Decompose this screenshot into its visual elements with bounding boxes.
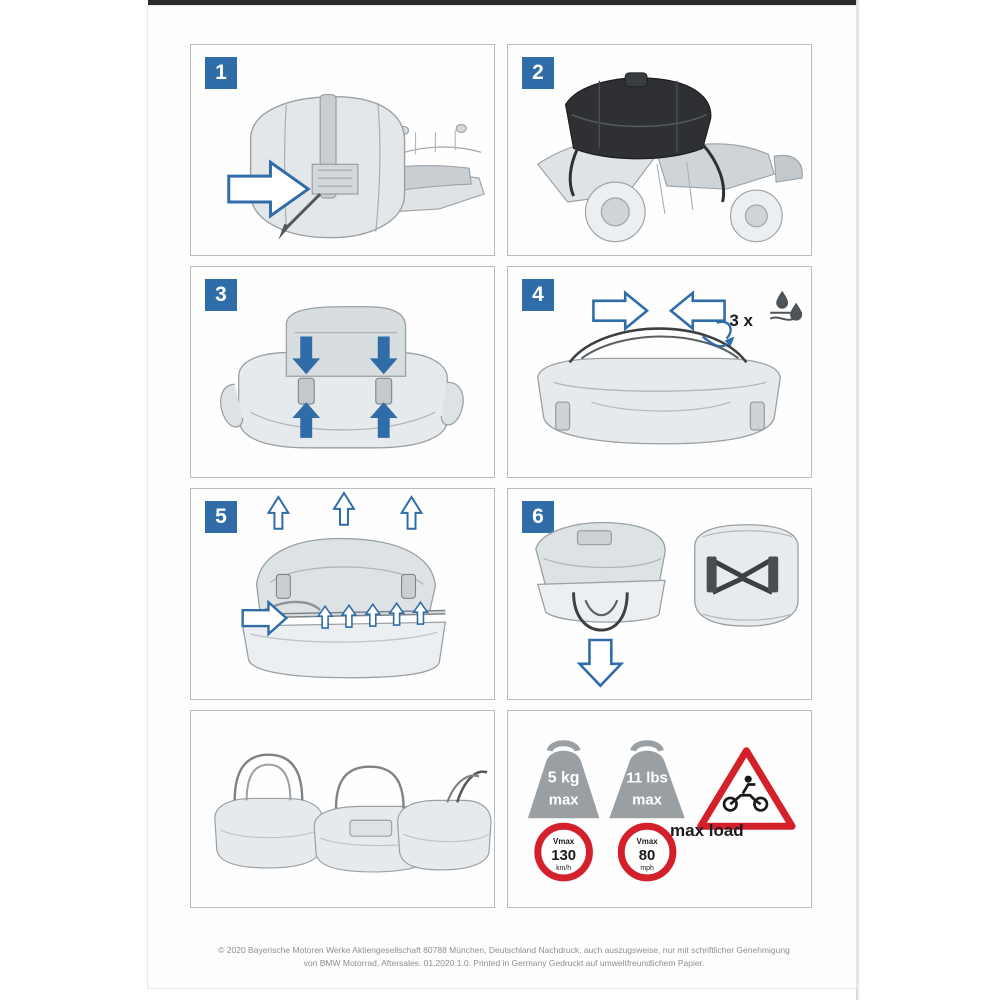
svg-text:km/h: km/h (556, 864, 572, 872)
waterproof-icon (770, 291, 802, 321)
svg-text:max: max (548, 792, 579, 809)
step-5-illustration (191, 489, 494, 700)
load-limits-illustration (508, 711, 811, 908)
svg-text:mph: mph (640, 864, 654, 872)
panel-grid (190, 44, 812, 908)
svg-text:130: 130 (551, 848, 577, 865)
instruction-sheet (148, 6, 856, 988)
step-number-badge: 1 (205, 57, 237, 89)
step-number-badge: 2 (522, 57, 554, 89)
footer-line-1: © 2020 Bayerische Motoren Werke Aktiengesellschaft 80788 München, Deutschland Nachdruck, auch auszugsweise, nur mit schriftlicher Genehmigung (218, 945, 790, 955)
step-3-illustration (191, 267, 494, 478)
svg-text:Vmax: Vmax (636, 837, 658, 847)
load-limits-panel (507, 710, 812, 908)
svg-text:max: max (632, 792, 662, 809)
step-4-illustration (508, 267, 811, 478)
bag-variants-panel (190, 710, 495, 908)
step-number-badge: 4 (522, 279, 554, 311)
scan-right-edge (856, 0, 860, 1000)
step-number-badge: 3 (205, 279, 237, 311)
step-panel-5 (190, 488, 495, 700)
step-panel-4 (507, 266, 812, 478)
step-panel-6 (507, 488, 812, 700)
step-number-badge: 5 (205, 501, 237, 533)
footer-line-2: von BMW Motorrad, Aftersales. 01.2020 1.0. Printed in Germany Gedruckt auf umweltfreundlichem Papier. (303, 958, 705, 968)
step-panel-2 (507, 44, 812, 256)
step-panel-1 (190, 44, 495, 256)
svg-text:11 lbs: 11 lbs (626, 770, 668, 787)
step-number-badge: 6 (522, 501, 554, 533)
motorcycle-warning-triangle-icon (701, 751, 792, 826)
bag-variants-illustration (191, 711, 494, 908)
step-6-illustration (508, 489, 811, 700)
svg-text:80: 80 (638, 848, 656, 865)
copyright-footer (190, 944, 818, 970)
step-panel-3 (190, 266, 495, 478)
svg-text:5 kg: 5 kg (547, 769, 580, 787)
step-2-illustration (508, 45, 811, 256)
svg-text:Vmax: Vmax (553, 837, 575, 847)
step-1-illustration (191, 45, 494, 256)
roll-count-label: 3 x (729, 311, 753, 330)
max-load-label: max load (670, 821, 744, 840)
